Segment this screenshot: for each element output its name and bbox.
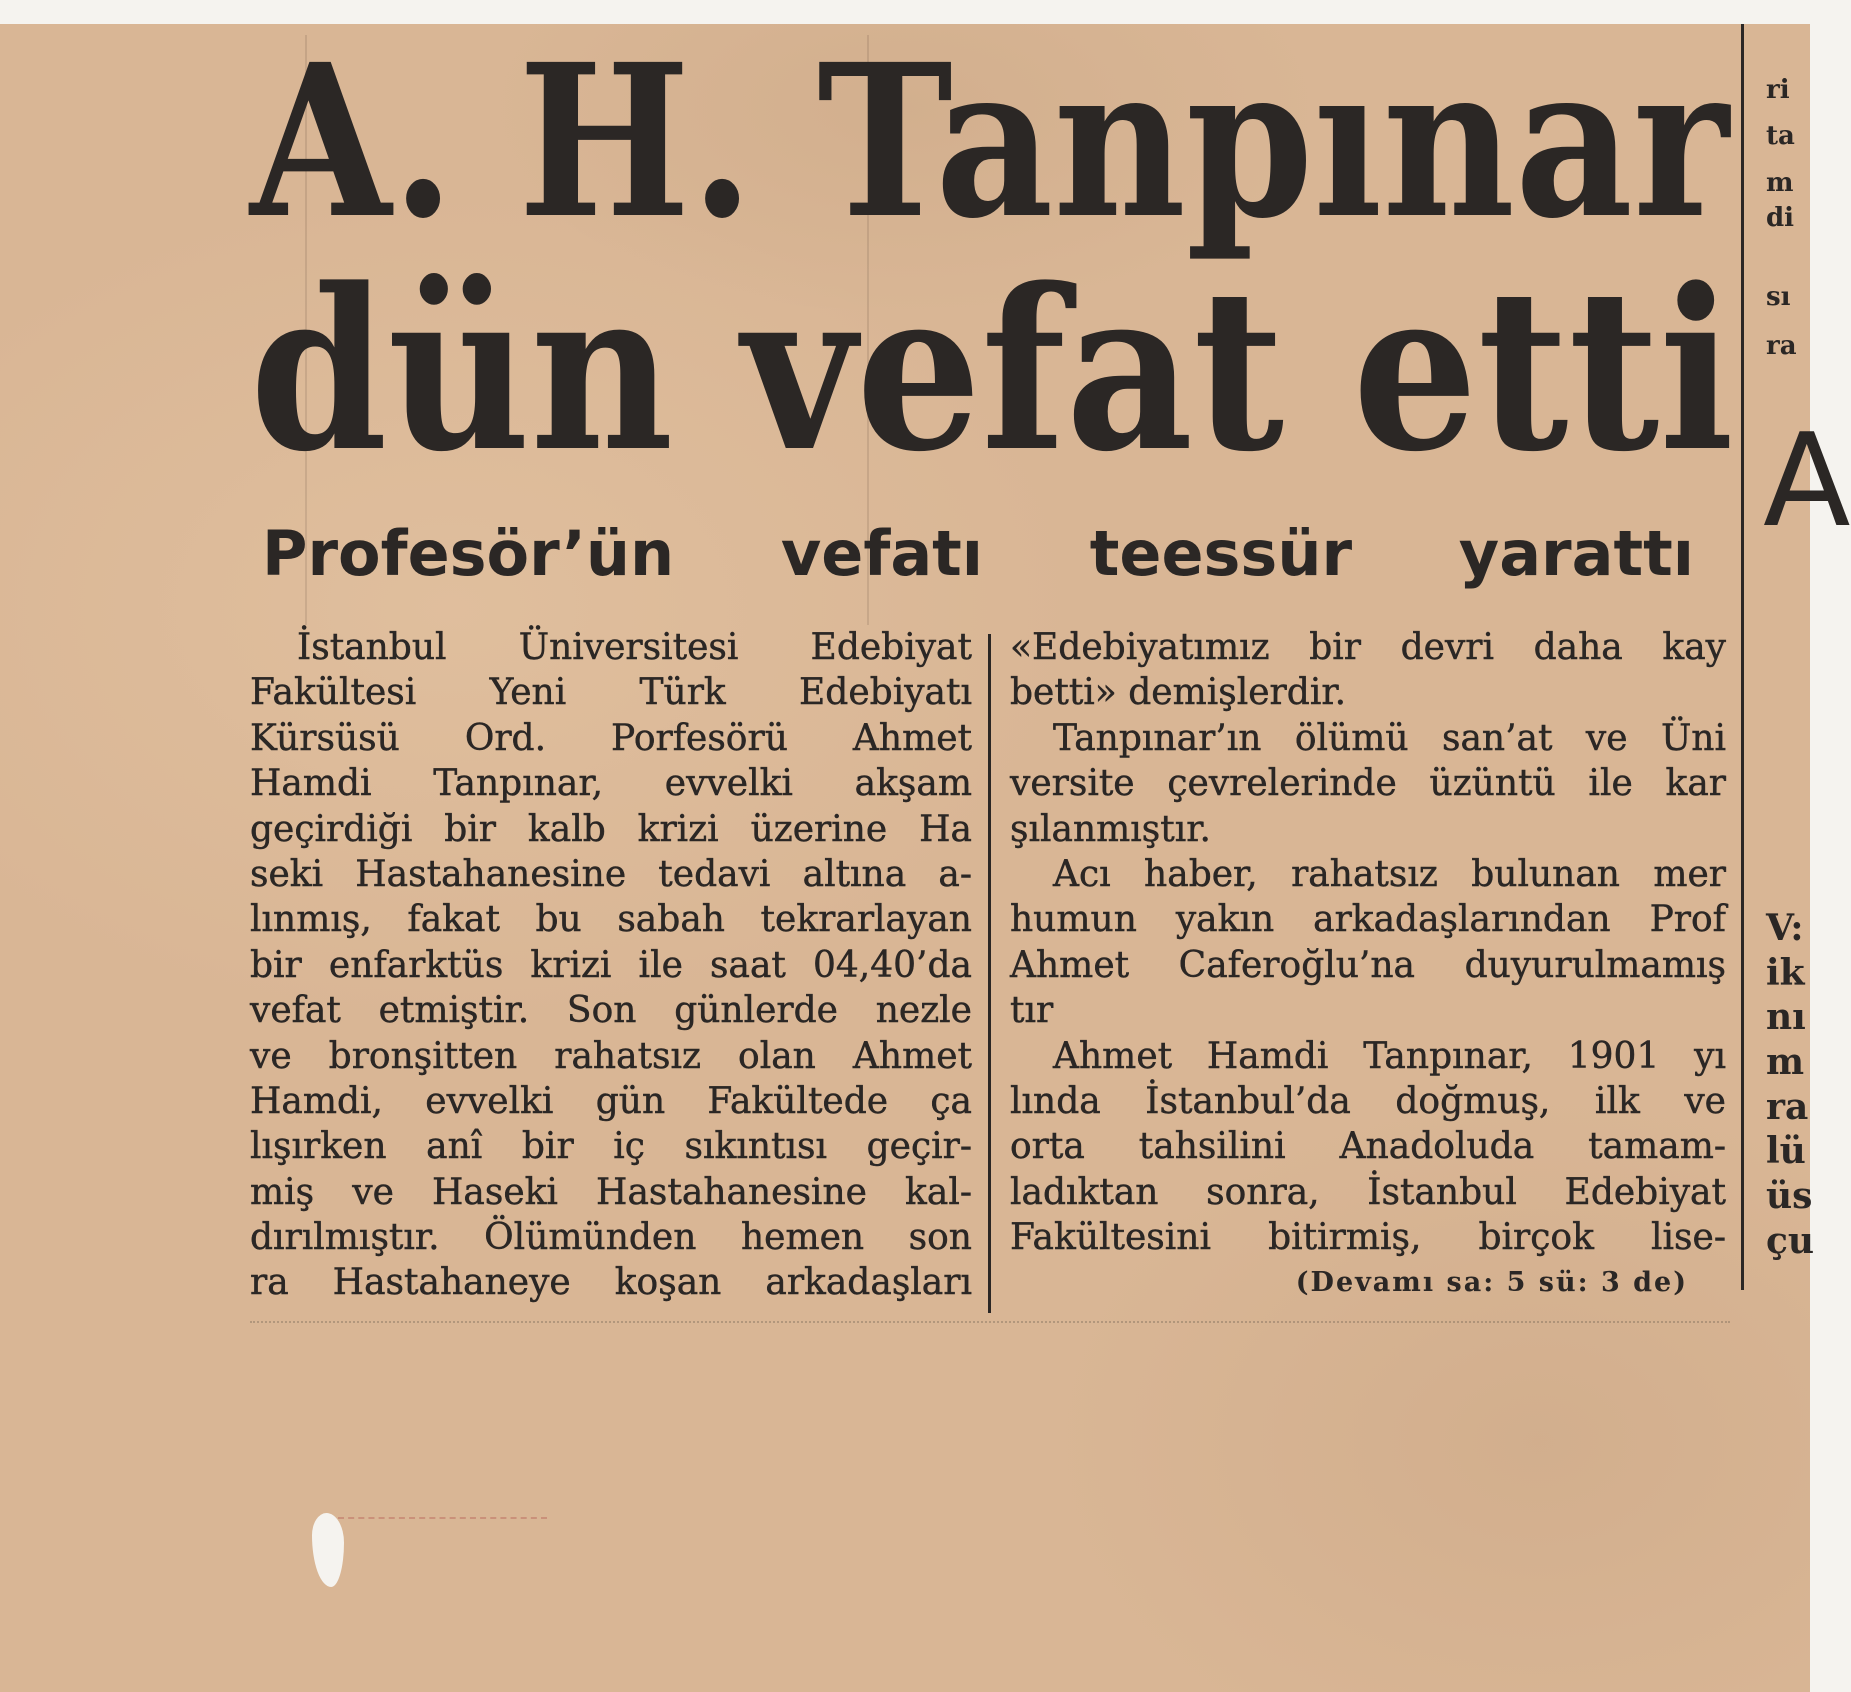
left-column-line: Fakültesi Yeni Türk Edebiyatı bbox=[250, 672, 972, 714]
fragment-text: di bbox=[1766, 203, 1795, 233]
right-column-line: lında İstanbul’da doğmuş, ilk ve bbox=[1010, 1080, 1726, 1122]
right-column-line: Tanpınar’ın ölümü san’at ve Üni bbox=[1053, 717, 1726, 759]
headline-line-1: A. H. Tanpınar bbox=[250, 18, 1729, 265]
right-column-line: Fakültesini bitirmiş, birçok lise- bbox=[1010, 1217, 1726, 1259]
column-rule bbox=[988, 634, 991, 1313]
right-column-line: tır bbox=[1010, 990, 1054, 1032]
fragment-text: ra bbox=[1766, 331, 1797, 361]
fragment-text: sı bbox=[1766, 282, 1791, 312]
fragment-text: m bbox=[1766, 1041, 1805, 1083]
column-rule-right bbox=[1741, 24, 1744, 1290]
right-column-line: Ahmet Caferoğlu’na duyurulmamış bbox=[1010, 944, 1726, 986]
fragment-text: üs bbox=[1766, 1175, 1813, 1217]
left-column-line: Hamdi, evvelki gün Fakültede ça bbox=[250, 1080, 972, 1122]
fragment-text: ri bbox=[1766, 75, 1790, 105]
left-column-line: ve bronşitten rahatsız olan Ahmet bbox=[250, 1035, 972, 1077]
fragment-text: V: bbox=[1766, 907, 1804, 949]
left-column-line: İstanbul Üniversitesi Edebiyat bbox=[297, 627, 972, 668]
headline-line-2: dün vefat etti bbox=[250, 241, 1734, 501]
fragment-text: ra bbox=[1766, 1086, 1809, 1128]
adjacent-column-fragments bbox=[1760, 0, 1851, 1330]
fragment-headline-letter: A bbox=[1763, 407, 1851, 556]
right-column-line: Ahmet Hamdi Tanpınar, 1901 yı bbox=[1053, 1035, 1726, 1077]
left-column-line: seki Hastahanesine tedavi altına a- bbox=[250, 853, 972, 895]
left-column-line: vefat etmiştir. Son günlerde nezle bbox=[250, 990, 972, 1032]
left-column bbox=[250, 625, 972, 1306]
fragment-text: m bbox=[1766, 168, 1794, 198]
subheadline: Profesör’ün vefatı teessür yarattı bbox=[262, 517, 1694, 590]
left-column-line: Hamdi Tanpınar, evvelki akşam bbox=[250, 763, 972, 805]
pencil-mark bbox=[338, 1517, 547, 1519]
left-column-line: lınmış, fakat bu sabah tekrarlayan bbox=[250, 899, 972, 941]
left-column-line: ra Hastahaneye koşan arkadaşları bbox=[250, 1262, 972, 1304]
left-column-line: dırılmıştır. Ölümünden hemen son bbox=[250, 1217, 972, 1259]
bottom-dotted-rule bbox=[250, 1321, 1730, 1323]
right-column bbox=[1010, 625, 1726, 1306]
left-column-line: miş ve Haseki Hastahanesine kal- bbox=[250, 1171, 972, 1213]
right-column-line: şılanmıştır. bbox=[1010, 808, 1211, 850]
fragment-text: çu bbox=[1766, 1220, 1815, 1262]
right-column-line: humun yakın arkadaşlarından Prof bbox=[1010, 899, 1726, 941]
right-column-line: versite çevrelerinde üzüntü ile kar bbox=[1010, 763, 1726, 805]
fragment-text: ik bbox=[1766, 952, 1805, 994]
right-column-line: «Edebiyatımız bir devri daha kay bbox=[1010, 627, 1726, 668]
left-column-line: geçirdiği bir kalb krizi üzerine Ha bbox=[250, 808, 972, 850]
fragment-text: nı bbox=[1766, 996, 1806, 1038]
left-column-line: lışırken anî bir iç sıkıntısı geçir- bbox=[250, 1126, 972, 1168]
continuation-note: (Devamı sa: 5 sü: 3 de) bbox=[1295, 1267, 1688, 1299]
right-column-line: ladıktan sonra, İstanbul Edebiyat bbox=[1010, 1171, 1726, 1213]
fragment-text: lü bbox=[1766, 1130, 1806, 1172]
right-column-line: orta tahsilini Anadoluda tamam- bbox=[1010, 1126, 1726, 1168]
left-column-line: Kürsüsü Ord. Porfesörü Ahmet bbox=[250, 717, 972, 759]
right-column-line: betti» demişlerdir. bbox=[1010, 672, 1347, 714]
right-column-line: Acı haber, rahatsız bulunan mer bbox=[1053, 853, 1726, 895]
left-column-line: bir enfarktüs krizi ile saat 04,40’da bbox=[250, 944, 972, 986]
fragment-text: ta bbox=[1766, 121, 1795, 151]
